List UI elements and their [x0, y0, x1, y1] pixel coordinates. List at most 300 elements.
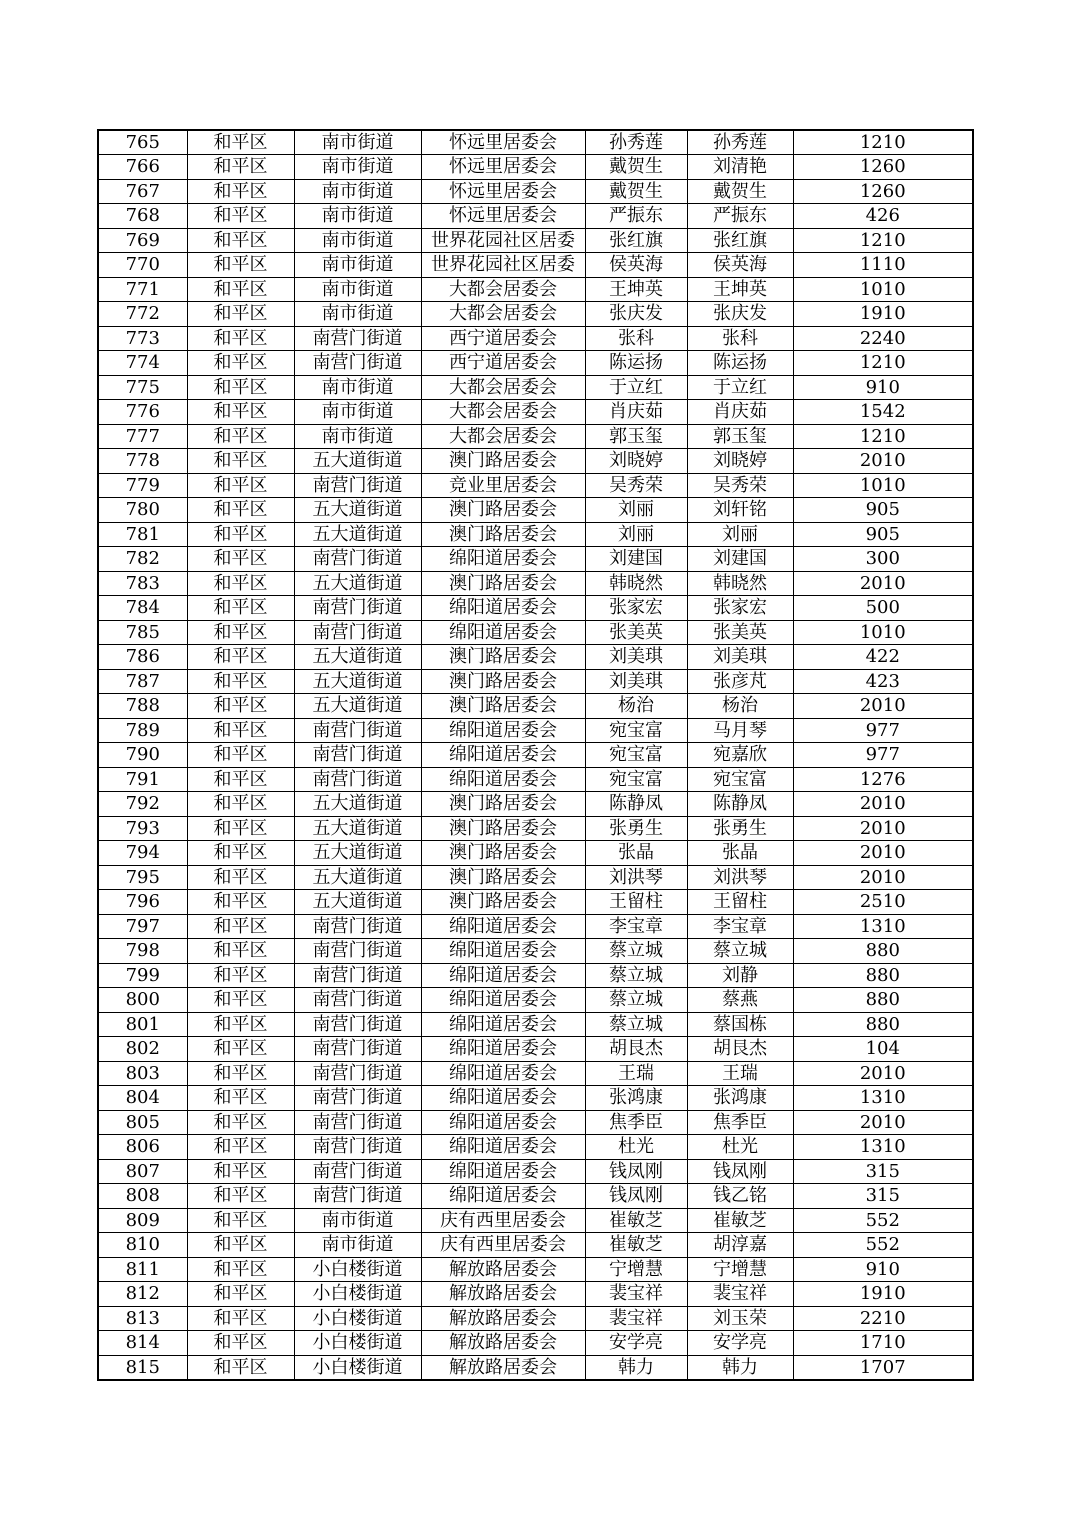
committee-cell: 解放路居委会 [421, 1355, 585, 1380]
amount-cell: 2010 [793, 816, 973, 841]
table-row [98, 939, 973, 964]
district-cell: 和平区 [187, 204, 294, 229]
committee-cell: 绵阳道居委会 [421, 1159, 585, 1184]
applicant-cell: 裴宝祥 [585, 1282, 687, 1307]
row-number-cell: 765 [98, 130, 187, 155]
district-cell: 和平区 [187, 1184, 294, 1209]
district-cell: 和平区 [187, 375, 294, 400]
subdistrict-cell: 南营门街道 [294, 767, 421, 792]
district-cell: 和平区 [187, 1110, 294, 1135]
row-number-cell: 777 [98, 424, 187, 449]
row-number-cell: 815 [98, 1355, 187, 1380]
row-number-cell: 770 [98, 253, 187, 278]
committee-cell: 绵阳道居委会 [421, 596, 585, 621]
applicant-cell: 张勇生 [585, 816, 687, 841]
district-cell: 和平区 [187, 1061, 294, 1086]
row-number-cell: 799 [98, 963, 187, 988]
amount-cell: 880 [793, 1012, 973, 1037]
table-row [98, 890, 973, 915]
applicant-cell: 韩晓然 [585, 571, 687, 596]
member-cell: 于立红 [687, 375, 793, 400]
district-cell: 和平区 [187, 1355, 294, 1380]
committee-cell: 竞业里居委会 [421, 473, 585, 498]
member-cell: 焦季臣 [687, 1110, 793, 1135]
applicant-cell: 蔡立城 [585, 939, 687, 964]
member-cell: 韩晓然 [687, 571, 793, 596]
amount-cell: 2010 [793, 841, 973, 866]
subdistrict-cell: 南营门街道 [294, 326, 421, 351]
table-row [98, 914, 973, 939]
member-cell: 张庆发 [687, 302, 793, 327]
member-cell: 蔡立城 [687, 939, 793, 964]
district-cell: 和平区 [187, 645, 294, 670]
member-cell: 张彦芃 [687, 669, 793, 694]
amount-cell: 905 [793, 498, 973, 523]
subdistrict-cell: 南营门街道 [294, 939, 421, 964]
applicant-cell: 裴宝祥 [585, 1306, 687, 1331]
amount-cell: 1210 [793, 228, 973, 253]
row-number-cell: 774 [98, 351, 187, 376]
district-cell: 和平区 [187, 1135, 294, 1160]
table-row [98, 1037, 973, 1062]
row-number-cell: 798 [98, 939, 187, 964]
applicant-cell: 陈运扬 [585, 351, 687, 376]
committee-cell: 大都会居委会 [421, 277, 585, 302]
subdistrict-cell: 南营门街道 [294, 914, 421, 939]
committee-cell: 绵阳道居委会 [421, 963, 585, 988]
district-cell: 和平区 [187, 228, 294, 253]
subdistrict-cell: 南营门街道 [294, 351, 421, 376]
committee-cell: 澳门路居委会 [421, 694, 585, 719]
member-cell: 蔡国栋 [687, 1012, 793, 1037]
row-number-cell: 792 [98, 792, 187, 817]
district-cell: 和平区 [187, 1257, 294, 1282]
subdistrict-cell: 五大道街道 [294, 498, 421, 523]
row-number-cell: 808 [98, 1184, 187, 1209]
committee-cell: 庆有西里居委会 [421, 1233, 585, 1258]
committee-cell: 绵阳道居委会 [421, 1037, 585, 1062]
applicant-cell: 刘洪琴 [585, 865, 687, 890]
committee-cell: 澳门路居委会 [421, 792, 585, 817]
table-row [98, 130, 973, 155]
amount-cell: 1542 [793, 400, 973, 425]
table-row [98, 375, 973, 400]
applicant-cell: 刘丽 [585, 498, 687, 523]
member-cell: 刘洪琴 [687, 865, 793, 890]
district-cell: 和平区 [187, 571, 294, 596]
subdistrict-cell: 南营门街道 [294, 620, 421, 645]
applicant-cell: 宁增慧 [585, 1257, 687, 1282]
row-number-cell: 806 [98, 1135, 187, 1160]
committee-cell: 大都会居委会 [421, 302, 585, 327]
table-row [98, 1086, 973, 1111]
row-number-cell: 781 [98, 522, 187, 547]
row-number-cell: 802 [98, 1037, 187, 1062]
amount-cell: 2010 [793, 1110, 973, 1135]
row-number-cell: 795 [98, 865, 187, 890]
subdistrict-cell: 南营门街道 [294, 1184, 421, 1209]
committee-cell: 西宁道居委会 [421, 326, 585, 351]
applicant-cell: 郭玉玺 [585, 424, 687, 449]
amount-cell: 880 [793, 939, 973, 964]
amount-cell: 1110 [793, 253, 973, 278]
table-row [98, 155, 973, 180]
subdistrict-cell: 小白楼街道 [294, 1355, 421, 1380]
amount-cell: 977 [793, 718, 973, 743]
district-cell: 和平区 [187, 351, 294, 376]
table-row [98, 596, 973, 621]
row-number-cell: 785 [98, 620, 187, 645]
applicant-cell: 严振东 [585, 204, 687, 229]
member-cell: 刘清艳 [687, 155, 793, 180]
row-number-cell: 772 [98, 302, 187, 327]
amount-cell: 905 [793, 522, 973, 547]
district-cell: 和平区 [187, 130, 294, 155]
applicant-cell: 戴贺生 [585, 155, 687, 180]
table-row [98, 498, 973, 523]
applicant-cell: 张美英 [585, 620, 687, 645]
table-row [98, 645, 973, 670]
member-cell: 郭玉玺 [687, 424, 793, 449]
table-row [98, 816, 973, 841]
committee-cell: 大都会居委会 [421, 400, 585, 425]
committee-cell: 绵阳道居委会 [421, 1110, 585, 1135]
district-cell: 和平区 [187, 1037, 294, 1062]
subdistrict-cell: 南市街道 [294, 400, 421, 425]
member-cell: 张科 [687, 326, 793, 351]
member-cell: 戴贺生 [687, 179, 793, 204]
member-cell: 蔡燕 [687, 988, 793, 1013]
member-cell: 张红旗 [687, 228, 793, 253]
row-number-cell: 814 [98, 1331, 187, 1356]
amount-cell: 1260 [793, 155, 973, 180]
amount-cell: 104 [793, 1037, 973, 1062]
amount-cell: 1910 [793, 302, 973, 327]
committee-cell: 绵阳道居委会 [421, 1135, 585, 1160]
amount-cell: 2010 [793, 571, 973, 596]
member-cell: 刘丽 [687, 522, 793, 547]
district-cell: 和平区 [187, 620, 294, 645]
applicant-cell: 李宝章 [585, 914, 687, 939]
member-cell: 刘美琪 [687, 645, 793, 670]
table-row [98, 1331, 973, 1356]
applicant-cell: 崔敏芝 [585, 1208, 687, 1233]
district-cell: 和平区 [187, 155, 294, 180]
applicant-cell: 侯英海 [585, 253, 687, 278]
table-row [98, 351, 973, 376]
member-cell: 刘建国 [687, 547, 793, 572]
amount-cell: 1210 [793, 130, 973, 155]
table-row [98, 1257, 973, 1282]
amount-cell: 910 [793, 1257, 973, 1282]
applicant-cell: 蔡立城 [585, 963, 687, 988]
amount-cell: 977 [793, 743, 973, 768]
row-number-cell: 788 [98, 694, 187, 719]
member-cell: 宛宝富 [687, 767, 793, 792]
applicant-cell: 刘美琪 [585, 669, 687, 694]
subdistrict-cell: 五大道街道 [294, 669, 421, 694]
amount-cell: 2010 [793, 449, 973, 474]
member-cell: 肖庆茹 [687, 400, 793, 425]
row-number-cell: 782 [98, 547, 187, 572]
table-row [98, 1233, 973, 1258]
district-cell: 和平区 [187, 865, 294, 890]
member-cell: 严振东 [687, 204, 793, 229]
row-number-cell: 769 [98, 228, 187, 253]
table-row [98, 424, 973, 449]
district-cell: 和平区 [187, 767, 294, 792]
data-table [97, 129, 974, 1381]
amount-cell: 880 [793, 963, 973, 988]
amount-cell: 552 [793, 1208, 973, 1233]
committee-cell: 澳门路居委会 [421, 865, 585, 890]
subdistrict-cell: 南营门街道 [294, 1110, 421, 1135]
applicant-cell: 韩力 [585, 1355, 687, 1380]
applicant-cell: 刘建国 [585, 547, 687, 572]
subdistrict-cell: 五大道街道 [294, 694, 421, 719]
district-cell: 和平区 [187, 718, 294, 743]
row-number-cell: 789 [98, 718, 187, 743]
row-number-cell: 809 [98, 1208, 187, 1233]
district-cell: 和平区 [187, 302, 294, 327]
row-number-cell: 775 [98, 375, 187, 400]
table-row [98, 473, 973, 498]
committee-cell: 澳门路居委会 [421, 841, 585, 866]
member-cell: 杜光 [687, 1135, 793, 1160]
subdistrict-cell: 五大道街道 [294, 890, 421, 915]
district-cell: 和平区 [187, 816, 294, 841]
table-row [98, 204, 973, 229]
district-cell: 和平区 [187, 1159, 294, 1184]
row-number-cell: 779 [98, 473, 187, 498]
amount-cell: 500 [793, 596, 973, 621]
committee-cell: 世界花园社区居委 [421, 253, 585, 278]
subdistrict-cell: 南营门街道 [294, 1061, 421, 1086]
committee-cell: 澳门路居委会 [421, 522, 585, 547]
subdistrict-cell: 南营门街道 [294, 596, 421, 621]
district-cell: 和平区 [187, 473, 294, 498]
committee-cell: 怀远里居委会 [421, 130, 585, 155]
applicant-cell: 张晶 [585, 841, 687, 866]
member-cell: 刘静 [687, 963, 793, 988]
row-number-cell: 767 [98, 179, 187, 204]
committee-cell: 澳门路居委会 [421, 571, 585, 596]
district-cell: 和平区 [187, 988, 294, 1013]
subdistrict-cell: 南市街道 [294, 277, 421, 302]
district-cell: 和平区 [187, 424, 294, 449]
table-row [98, 326, 973, 351]
row-number-cell: 803 [98, 1061, 187, 1086]
member-cell: 王坤英 [687, 277, 793, 302]
row-number-cell: 783 [98, 571, 187, 596]
row-number-cell: 804 [98, 1086, 187, 1111]
subdistrict-cell: 南营门街道 [294, 718, 421, 743]
member-cell: 宛嘉欣 [687, 743, 793, 768]
committee-cell: 绵阳道居委会 [421, 547, 585, 572]
subdistrict-cell: 南市街道 [294, 179, 421, 204]
member-cell: 陈静凤 [687, 792, 793, 817]
subdistrict-cell: 南营门街道 [294, 547, 421, 572]
table-row [98, 1061, 973, 1086]
amount-cell: 315 [793, 1184, 973, 1209]
subdistrict-cell: 南市街道 [294, 302, 421, 327]
applicant-cell: 吴秀荣 [585, 473, 687, 498]
applicant-cell: 张科 [585, 326, 687, 351]
table-row [98, 547, 973, 572]
amount-cell: 2210 [793, 1306, 973, 1331]
member-cell: 宁增慧 [687, 1257, 793, 1282]
row-number-cell: 811 [98, 1257, 187, 1282]
table-row [98, 228, 973, 253]
subdistrict-cell: 南市街道 [294, 228, 421, 253]
committee-cell: 绵阳道居委会 [421, 1184, 585, 1209]
table-row [98, 718, 973, 743]
committee-cell: 澳门路居委会 [421, 498, 585, 523]
applicant-cell: 蔡立城 [585, 1012, 687, 1037]
member-cell: 张勇生 [687, 816, 793, 841]
table-row [98, 1282, 973, 1307]
committee-cell: 澳门路居委会 [421, 669, 585, 694]
committee-cell: 绵阳道居委会 [421, 1012, 585, 1037]
amount-cell: 2010 [793, 792, 973, 817]
row-number-cell: 801 [98, 1012, 187, 1037]
member-cell: 陈运扬 [687, 351, 793, 376]
subdistrict-cell: 南营门街道 [294, 473, 421, 498]
row-number-cell: 793 [98, 816, 187, 841]
table-row [98, 988, 973, 1013]
amount-cell: 1310 [793, 1135, 973, 1160]
applicant-cell: 戴贺生 [585, 179, 687, 204]
subdistrict-cell: 五大道街道 [294, 571, 421, 596]
member-cell: 钱凤刚 [687, 1159, 793, 1184]
member-cell: 张鸿康 [687, 1086, 793, 1111]
table-row [98, 302, 973, 327]
committee-cell: 怀远里居委会 [421, 179, 585, 204]
applicant-cell: 杨治 [585, 694, 687, 719]
row-number-cell: 797 [98, 914, 187, 939]
row-number-cell: 787 [98, 669, 187, 694]
applicant-cell: 宛宝富 [585, 718, 687, 743]
member-cell: 王瑞 [687, 1061, 793, 1086]
table-row [98, 571, 973, 596]
district-cell: 和平区 [187, 1306, 294, 1331]
subdistrict-cell: 五大道街道 [294, 449, 421, 474]
district-cell: 和平区 [187, 669, 294, 694]
table-row [98, 1306, 973, 1331]
member-cell: 张晶 [687, 841, 793, 866]
table-row [98, 620, 973, 645]
subdistrict-cell: 五大道街道 [294, 645, 421, 670]
table-row [98, 743, 973, 768]
table-row [98, 669, 973, 694]
member-cell: 钱乙铭 [687, 1184, 793, 1209]
applicant-cell: 刘晓婷 [585, 449, 687, 474]
applicant-cell: 张庆发 [585, 302, 687, 327]
committee-cell: 澳门路居委会 [421, 816, 585, 841]
member-cell: 马月琴 [687, 718, 793, 743]
subdistrict-cell: 南营门街道 [294, 1086, 421, 1111]
amount-cell: 423 [793, 669, 973, 694]
subdistrict-cell: 小白楼街道 [294, 1331, 421, 1356]
amount-cell: 1310 [793, 914, 973, 939]
applicant-cell: 焦季臣 [585, 1110, 687, 1135]
subdistrict-cell: 南营门街道 [294, 1037, 421, 1062]
amount-cell: 1210 [793, 424, 973, 449]
member-cell: 安学亮 [687, 1331, 793, 1356]
amount-cell: 2010 [793, 694, 973, 719]
row-number-cell: 778 [98, 449, 187, 474]
row-number-cell: 773 [98, 326, 187, 351]
table-row [98, 865, 973, 890]
applicant-cell: 宛宝富 [585, 767, 687, 792]
committee-cell: 绵阳道居委会 [421, 1061, 585, 1086]
table-body [98, 130, 973, 1380]
amount-cell: 300 [793, 547, 973, 572]
table-row [98, 1012, 973, 1037]
subdistrict-cell: 南营门街道 [294, 1159, 421, 1184]
committee-cell: 澳门路居委会 [421, 449, 585, 474]
table-row [98, 1208, 973, 1233]
district-cell: 和平区 [187, 253, 294, 278]
district-cell: 和平区 [187, 743, 294, 768]
table-row [98, 841, 973, 866]
committee-cell: 庆有西里居委会 [421, 1208, 585, 1233]
subdistrict-cell: 南营门街道 [294, 1012, 421, 1037]
district-cell: 和平区 [187, 1208, 294, 1233]
row-number-cell: 800 [98, 988, 187, 1013]
subdistrict-cell: 五大道街道 [294, 865, 421, 890]
subdistrict-cell: 南市街道 [294, 204, 421, 229]
table-row [98, 963, 973, 988]
subdistrict-cell: 小白楼街道 [294, 1282, 421, 1307]
member-cell: 崔敏芝 [687, 1208, 793, 1233]
member-cell: 吴秀荣 [687, 473, 793, 498]
district-cell: 和平区 [187, 914, 294, 939]
subdistrict-cell: 南营门街道 [294, 963, 421, 988]
subdistrict-cell: 小白楼街道 [294, 1306, 421, 1331]
member-cell: 韩力 [687, 1355, 793, 1380]
applicant-cell: 刘美琪 [585, 645, 687, 670]
amount-cell: 1310 [793, 1086, 973, 1111]
row-number-cell: 784 [98, 596, 187, 621]
table-row [98, 400, 973, 425]
applicant-cell: 杜光 [585, 1135, 687, 1160]
table-row [98, 179, 973, 204]
amount-cell: 1910 [793, 1282, 973, 1307]
committee-cell: 西宁道居委会 [421, 351, 585, 376]
district-cell: 和平区 [187, 449, 294, 474]
committee-cell: 绵阳道居委会 [421, 1086, 585, 1111]
subdistrict-cell: 五大道街道 [294, 841, 421, 866]
applicant-cell: 蔡立城 [585, 988, 687, 1013]
subdistrict-cell: 南市街道 [294, 1208, 421, 1233]
committee-cell: 怀远里居委会 [421, 155, 585, 180]
amount-cell: 2010 [793, 1061, 973, 1086]
amount-cell: 1260 [793, 179, 973, 204]
member-cell: 李宝章 [687, 914, 793, 939]
applicant-cell: 宛宝富 [585, 743, 687, 768]
row-number-cell: 812 [98, 1282, 187, 1307]
committee-cell: 大都会居委会 [421, 375, 585, 400]
member-cell: 裴宝祥 [687, 1282, 793, 1307]
amount-cell: 422 [793, 645, 973, 670]
subdistrict-cell: 五大道街道 [294, 816, 421, 841]
table-row [98, 1135, 973, 1160]
applicant-cell: 王留柱 [585, 890, 687, 915]
committee-cell: 绵阳道居委会 [421, 620, 585, 645]
subdistrict-cell: 南营门街道 [294, 1135, 421, 1160]
row-number-cell: 807 [98, 1159, 187, 1184]
